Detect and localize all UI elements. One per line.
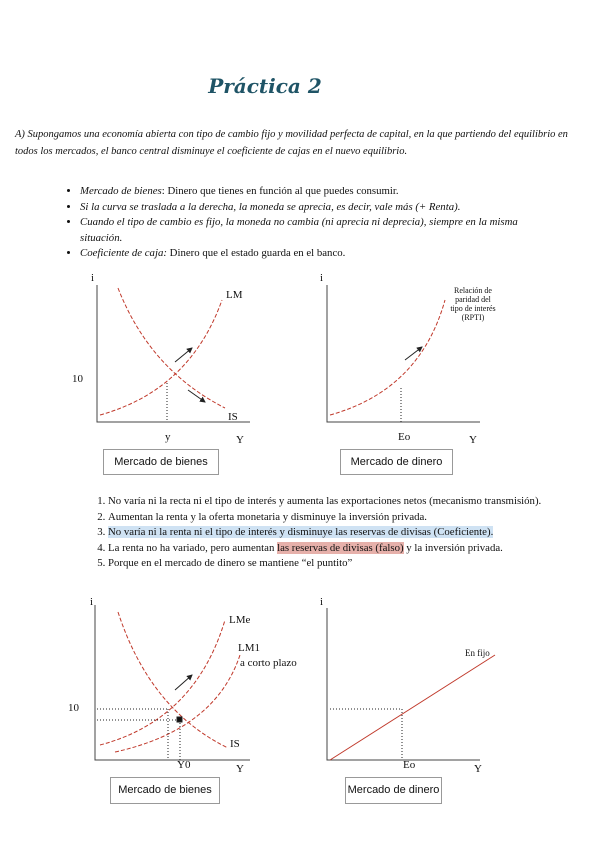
list-item: 2. Aumentan la renta y la oferta monetaria y disminuye la inversión privada.	[108, 510, 578, 526]
axis-label-i: i	[320, 272, 324, 284]
is-label: IS	[230, 738, 240, 750]
axis-label-i: i	[90, 596, 94, 608]
problem-statement: A) Supongamos una economía abierta con tipo de cambio fijo y movilidad perfecta de capital, en la que partiendo del equilibrio en todos los mercados, el banco central disminuye el coeficiente de cajas en el nuevo equilibrio.	[15, 129, 568, 157]
en-fijo-line	[330, 655, 495, 760]
list-item: 1. No varía ni la recta ni el tipo de interés y aumenta las exportaciones netos (mecanismo transmisión).	[108, 494, 578, 510]
list-item	[108, 525, 578, 541]
bullet-text: Dinero que el estado guarda en el banco.	[166, 247, 346, 259]
answer-text: La renta no ha variado, pero aumentan	[108, 541, 278, 554]
highlighted-text: las reservas de divisas (falso)	[277, 541, 404, 554]
bullet-term: Cuando el tipo de cambio es fijo, la moneda no cambia (ni aprecia ni deprecia), siempre en la misma situación.	[80, 216, 518, 244]
is-curve	[118, 288, 225, 408]
axis-label-i: i	[320, 596, 324, 608]
axis-label-y: Y	[474, 763, 482, 775]
lm-curve	[100, 300, 222, 415]
list-item: 5. Porque en el mercado de dinero se mantiene “el puntito”	[108, 556, 578, 572]
lm1-curve	[115, 655, 240, 752]
is-label: IS	[228, 411, 238, 423]
exchange-value: Eo	[398, 431, 411, 443]
interest-value: 10	[68, 702, 79, 714]
lm1-note: a corto plazo	[240, 657, 297, 669]
list-item	[108, 541, 578, 557]
graph-goods-market-2	[95, 605, 250, 760]
axis-label-y: Y	[236, 763, 244, 775]
income-value: y	[165, 431, 171, 443]
axis-label-i: i	[91, 272, 95, 284]
is-curve	[118, 612, 228, 748]
axis-label-y: Y	[469, 434, 477, 446]
highlighted-answer: No varía ni la renta ni el tipo de interés y disminuye las reservas de divisas (Coeficiente).	[108, 526, 494, 538]
rpti-curve	[330, 300, 445, 415]
bullet-term: Mercado de bienes	[80, 185, 162, 197]
graph-money-market-2	[327, 608, 495, 760]
rpti-label: Relación de paridad del tipo de interés (RPTI)	[450, 286, 496, 322]
answer-text: y la inversión privada.	[403, 541, 503, 554]
page-title: Práctica 2	[208, 74, 322, 98]
graph-goods-market-1	[97, 285, 250, 422]
lme-curve	[100, 620, 225, 745]
caption-goods-market: Mercado de bienes	[103, 449, 219, 475]
bullet-term: Si la curva se traslada a la derecha, la moneda se aprecia, es decir, vale más (+ Renta).	[80, 200, 461, 213]
bullet-text: : Dinero que tienes en función al que puedes consumir.	[161, 185, 399, 197]
lm-label: LM	[226, 289, 243, 301]
answers-list	[88, 494, 578, 572]
en-fijo-label: En fijo	[465, 648, 490, 658]
bullet-term: Coeficiente de caja:	[80, 247, 167, 259]
lme-label: LMe	[229, 614, 251, 626]
axis-label-y: Y	[236, 434, 244, 446]
income-value: Y0	[177, 759, 191, 771]
lm1-label: LM1	[238, 642, 260, 654]
caption-goods-market: Mercado de bienes	[110, 777, 220, 804]
caption-money-market: Mercado de dinero	[345, 777, 442, 804]
interest-value: 10	[72, 373, 83, 385]
exchange-value: Eo	[403, 759, 416, 771]
caption-money-market: Mercado de dinero	[340, 449, 453, 475]
